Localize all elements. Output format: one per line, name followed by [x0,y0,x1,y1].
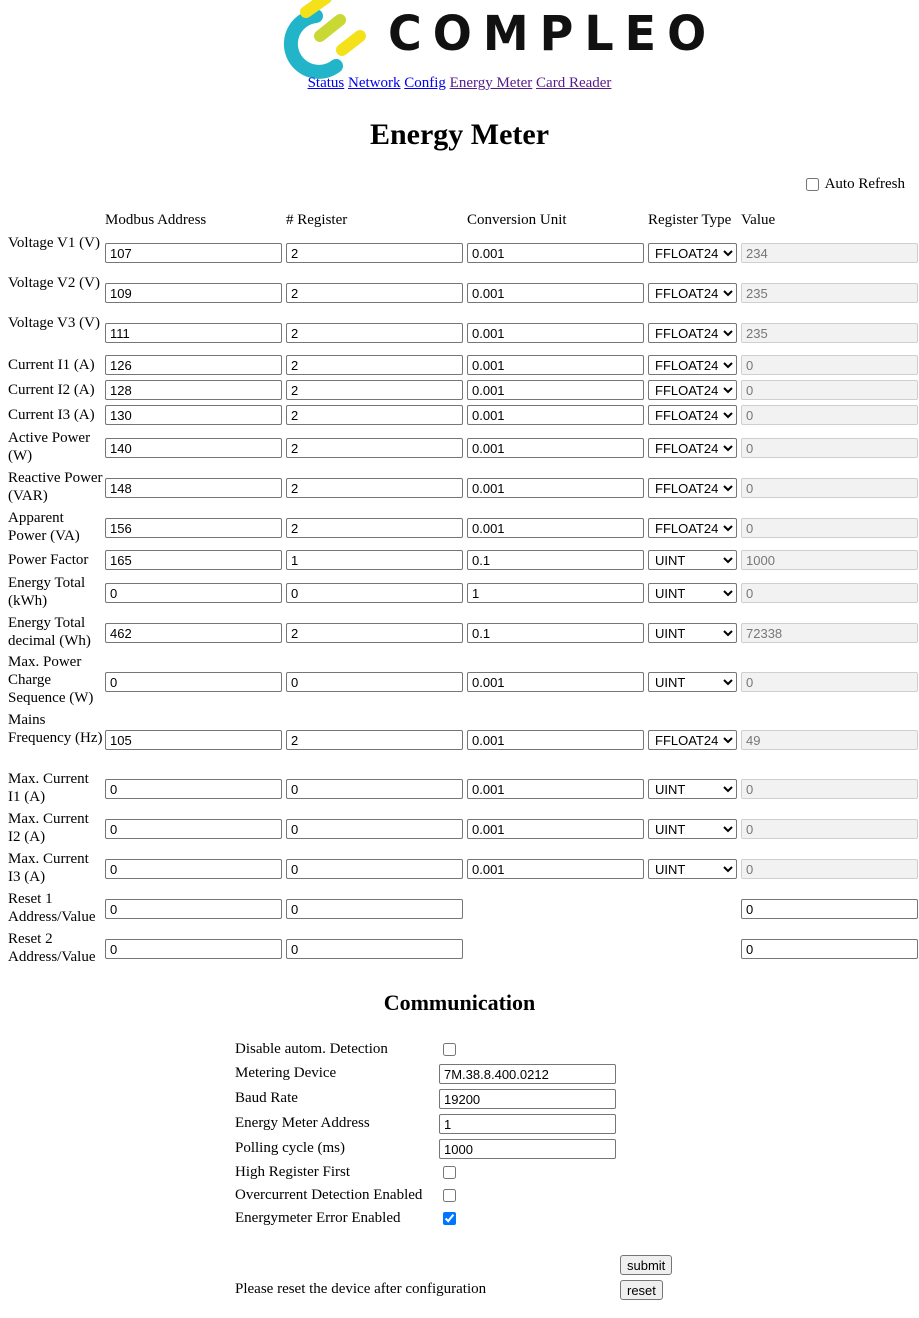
value-readout-field[interactable] [741,550,918,570]
register-count-field[interactable] [286,550,463,570]
conversion-unit-field[interactable] [467,405,644,425]
row-label: Current I2 (A) [8,382,95,398]
register-type-select[interactable] [648,819,737,839]
compleo-logo-icon [276,0,368,80]
modbus-address-field[interactable] [105,283,282,303]
row-label: Energy Total decimal (Wh) [8,615,91,649]
register-count-field[interactable] [286,518,463,538]
row-label: Reactive Power (VAR) [8,470,103,504]
value-readout-field[interactable] [741,323,918,343]
register-type-select[interactable] [648,730,737,750]
conversion-unit-field[interactable] [467,518,644,538]
register-type-select[interactable] [648,438,737,458]
row-label: Active Power (W) [8,430,91,464]
header [0,0,919,110]
conversion-unit-field[interactable] [467,672,644,692]
conversion-unit-field[interactable] [467,243,644,263]
conversion-unit-field[interactable] [467,283,644,303]
modbus-address-field[interactable] [105,518,282,538]
register-count-field[interactable] [286,478,463,498]
nav-link-network[interactable]: Network [348,75,401,91]
row-label: Energy Total (kWh) [8,575,86,609]
register-type-select[interactable] [648,859,737,879]
register-count-field[interactable] [286,672,463,692]
register-type-select[interactable] [648,323,737,343]
modbus-address-field[interactable] [105,672,282,692]
value-readout-field[interactable] [741,380,918,400]
submit-button[interactable]: submit [620,1255,672,1275]
conversion-unit-field[interactable] [467,438,644,458]
register-count-field[interactable] [286,730,463,750]
polling-cycle-label: Polling cycle (ms) [235,1140,345,1156]
register-type-select[interactable] [648,550,737,570]
conversion-unit-field[interactable] [467,859,644,879]
register-type-select[interactable] [648,623,737,643]
metering-device-label: Metering Device [235,1065,337,1081]
disable-detection-label: Disable autom. Detection [235,1041,388,1057]
metering-device-field[interactable] [439,1064,616,1084]
column-header-conversion-unit: Conversion Unit [467,212,567,228]
value-readout-field[interactable] [741,623,918,643]
reset-value-field[interactable] [741,899,918,919]
register-count-field[interactable] [286,323,463,343]
value-readout-field[interactable] [741,405,918,425]
modbus-address-field[interactable] [105,323,282,343]
register-count-field[interactable] [286,438,463,458]
column-header-register-type: Register Type [648,212,732,228]
overcurrent-label: Overcurrent Detection Enabled [235,1187,423,1203]
modbus-address-field[interactable] [105,583,282,603]
register-count-field[interactable] [286,355,463,375]
modbus-address-field[interactable] [105,779,282,799]
conversion-unit-field[interactable] [467,583,644,603]
conversion-unit-field[interactable] [467,323,644,343]
reset-register-field[interactable] [286,939,463,959]
overcurrent-checkbox[interactable] [443,1189,456,1202]
conversion-unit-field[interactable] [467,730,644,750]
reset-register-field[interactable] [286,899,463,919]
error-enabled-checkbox[interactable] [443,1212,456,1225]
brand-name: COMPLEO [388,4,718,62]
disable-detection-checkbox[interactable] [443,1043,456,1056]
page-title: Energy Meter [369,118,550,151]
modbus-address-field[interactable] [105,380,282,400]
value-readout-field[interactable] [741,819,918,839]
conversion-unit-field[interactable] [467,819,644,839]
modbus-address-field[interactable] [105,243,282,263]
row-label: Voltage V2 (V) [8,275,100,291]
modbus-address-field[interactable] [105,438,282,458]
auto-refresh-checkbox[interactable] [806,178,819,191]
value-readout-field[interactable] [741,859,918,879]
row-label: Max. Current I2 (A) [8,811,89,845]
nav-link-card-reader[interactable]: Card Reader [536,75,612,91]
value-readout-field[interactable] [741,583,918,603]
modbus-address-field[interactable] [105,355,282,375]
row-label: Current I1 (A) [8,357,95,373]
row-label: Voltage V1 (V) [8,235,100,251]
register-count-field[interactable] [286,283,463,303]
row-label: Max. Current I3 (A) [8,851,89,885]
value-readout-field[interactable] [741,243,918,263]
meter-address-label: Energy Meter Address [235,1115,370,1131]
column-header-register: # Register [286,212,348,228]
register-count-field[interactable] [286,779,463,799]
reset-row-label: Reset 2 Address/Value [8,931,96,965]
register-count-field[interactable] [286,583,463,603]
nav-link-status[interactable]: Status [307,75,345,91]
high-register-first-label: High Register First [235,1164,350,1180]
error-enabled-label: Energymeter Error Enabled [235,1210,401,1226]
auto-refresh-toggle[interactable] [806,176,905,193]
value-readout-field[interactable] [741,478,918,498]
conversion-unit-field[interactable] [467,550,644,570]
row-label: Max. Current I1 (A) [8,771,89,805]
row-label: Current I3 (A) [8,407,95,423]
modbus-address-field[interactable] [105,859,282,879]
register-type-select[interactable] [648,405,737,425]
nav-link-energy-meter[interactable]: Energy Meter [449,75,533,91]
top-nav [0,75,919,92]
row-label: Voltage V3 (V) [8,315,100,331]
row-label: Max. Power Charge Sequence (W) [8,654,94,706]
register-type-select[interactable] [648,672,737,692]
register-type-select[interactable] [648,583,737,603]
register-type-select[interactable] [648,478,737,498]
auto-refresh-label: Auto Refresh [824,176,905,192]
modbus-address-field[interactable] [105,478,282,498]
reset-note: Please reset the device after configuration [235,1281,487,1297]
column-header-value: Value [741,212,776,228]
value-readout-field[interactable] [741,730,918,750]
register-type-select[interactable] [648,243,737,263]
value-readout-field[interactable] [741,518,918,538]
row-label: Apparent Power (VA) [8,510,80,544]
value-readout-field[interactable] [741,438,918,458]
polling-cycle-field[interactable] [439,1139,616,1159]
modbus-address-field[interactable] [105,819,282,839]
high-register-first-checkbox[interactable] [443,1166,456,1179]
reset-row-label: Reset 1 Address/Value [8,891,96,925]
row-label: Power Factor [8,552,89,568]
meter-address-field[interactable] [439,1114,616,1134]
register-type-select[interactable] [648,283,737,303]
communication-title: Communication [383,990,536,1015]
value-readout-field[interactable] [741,355,918,375]
register-count-field[interactable] [286,405,463,425]
modbus-address-field[interactable] [105,550,282,570]
reset-address-field[interactable] [105,939,282,959]
reset-address-field[interactable] [105,899,282,919]
baud-rate-field[interactable] [439,1089,616,1109]
reset-value-field[interactable] [741,939,918,959]
column-header-modbus-address: Modbus Address [105,212,207,228]
register-type-select[interactable] [648,779,737,799]
register-count-field[interactable] [286,243,463,263]
conversion-unit-field[interactable] [467,380,644,400]
register-count-field[interactable] [286,623,463,643]
conversion-unit-field[interactable] [467,779,644,799]
register-type-select[interactable] [648,355,737,375]
conversion-unit-field[interactable] [467,478,644,498]
conversion-unit-field[interactable] [467,623,644,643]
register-count-field[interactable] [286,380,463,400]
register-type-select[interactable] [648,380,737,400]
register-type-select[interactable] [648,518,737,538]
conversion-unit-field[interactable] [467,355,644,375]
reset-button[interactable]: reset [620,1280,663,1300]
baud-rate-label: Baud Rate [235,1090,298,1106]
modbus-address-field[interactable] [105,623,282,643]
nav-link-config[interactable]: Config [404,75,446,91]
value-readout-field[interactable] [741,672,918,692]
value-readout-field[interactable] [741,779,918,799]
modbus-address-field[interactable] [105,730,282,750]
row-label: Mains Frequency (Hz) [8,712,103,746]
register-count-field[interactable] [286,819,463,839]
register-count-field[interactable] [286,859,463,879]
value-readout-field[interactable] [741,283,918,303]
modbus-address-field[interactable] [105,405,282,425]
